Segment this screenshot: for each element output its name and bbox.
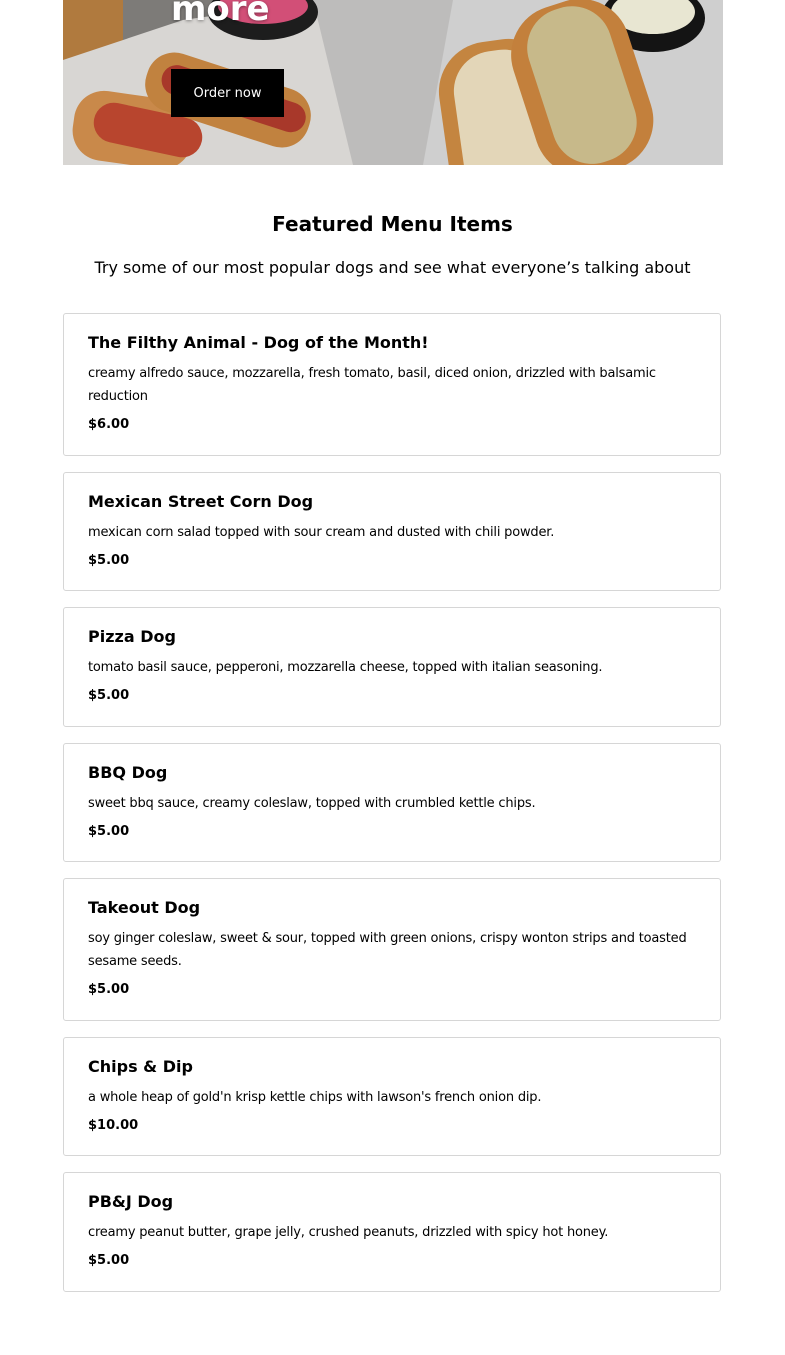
menu-item-price: $5.00 (88, 688, 130, 703)
menu-item-description: mexican corn salad topped with sour cream and dusted with chili powder. (88, 525, 555, 540)
menu-item-card[interactable] (63, 313, 721, 456)
menu-item-card[interactable] (63, 743, 721, 862)
menu-item-name: Chips & Dip (88, 1057, 193, 1076)
menu-item-description: soy ginger coleslaw, sweet & sour, topped with green onions, crispy wonton strips and toasted sesame seeds. (88, 931, 687, 969)
menu-item-description: a whole heap of gold'n krisp kettle chips with lawson's french onion dip. (88, 1090, 542, 1105)
order-now-button[interactable]: Order now (171, 69, 284, 117)
menu-item-description: creamy peanut butter, grape jelly, crushed peanuts, drizzled with spicy hot honey. (88, 1225, 609, 1240)
menu-item-description: creamy alfredo sauce, mozzarella, fresh tomato, basil, diced onion, drizzled with balsamic reduction (88, 366, 656, 404)
menu-item-price: $5.00 (88, 553, 130, 568)
menu-item-name: Pizza Dog (88, 627, 176, 646)
menu-item-name: The Filthy Animal - Dog of the Month! (88, 333, 429, 352)
menu-item-card[interactable] (63, 607, 721, 727)
menu-item-card[interactable] (63, 472, 721, 591)
hero-title: more (171, 0, 270, 29)
menu-item-card[interactable] (63, 878, 721, 1021)
menu-item-card[interactable] (63, 1172, 721, 1292)
menu-item-description: tomato basil sauce, pepperoni, mozzarella cheese, topped with italian seasoning. (88, 660, 603, 675)
menu-item-price: $10.00 (88, 1118, 139, 1133)
menu-item-name: BBQ Dog (88, 763, 168, 782)
menu-item-name: Mexican Street Corn Dog (88, 492, 314, 511)
featured-section-subtitle: Try some of our most popular dogs and see what everyone’s talking about (94, 258, 691, 277)
menu-item-price: $6.00 (88, 417, 130, 432)
menu-item-price: $5.00 (88, 1253, 130, 1268)
hero-banner (63, 0, 723, 165)
featured-section-title: Featured Menu Items (272, 212, 513, 236)
menu-item-price: $5.00 (88, 982, 130, 997)
menu-item-description: sweet bbq sauce, creamy coleslaw, topped with crumbled kettle chips. (88, 796, 536, 811)
menu-item-name: PB&J Dog (88, 1192, 174, 1211)
menu-item-name: Takeout Dog (88, 898, 201, 917)
hero-food-image (63, 0, 723, 165)
menu-item-price: $5.00 (88, 824, 130, 839)
menu-item-card[interactable] (63, 1037, 721, 1156)
